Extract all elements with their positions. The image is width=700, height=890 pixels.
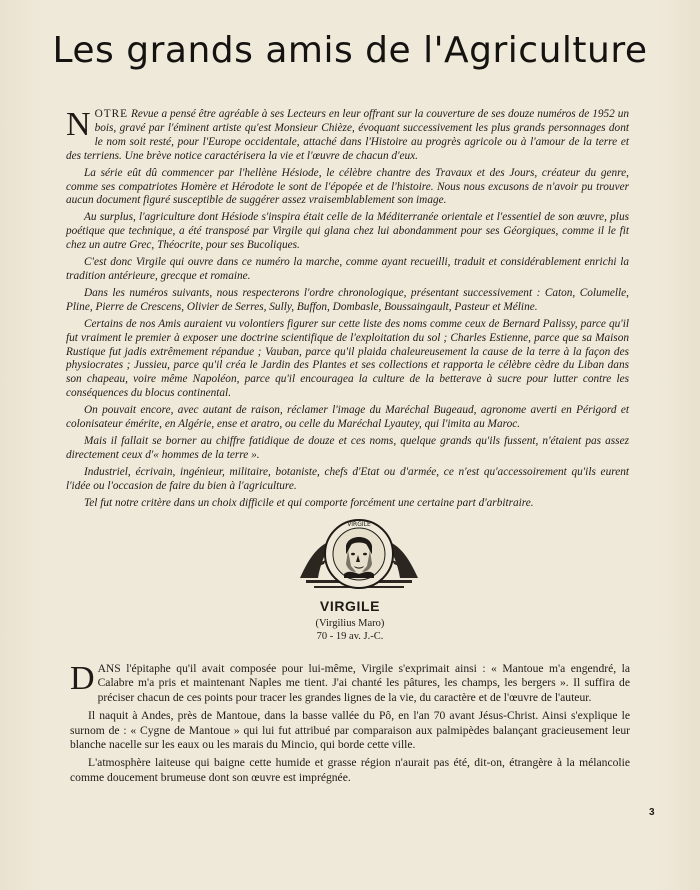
intro-paragraph: Certains de nos Amis auraient vu volontiers figurer sur cette liste des noms comme ceux de Bernard Palissy, parce qu'il fut vraiment le premier à exposer une doctrine scientifique de l'exploitation du sol ; Charles Estienne, parce que sa Maison Rustique fut jadis extrêmement répandue ; Vauban, parce qu'il plaida chaleureusement la cause de la terre à la façon des physiocrates ; Jussieu, parce qu'il créa le Jardin des Plantes et ses collections et rapporta le célèbre cèdre du Liban dans son chapeau, voire même Napoléon, parce qu'il encouragea la culture de la betterave à sucre pour lutter contre les conséquences du blocus continental. xyxy=(66,317,629,400)
portrait-ring-label: VIRGILE xyxy=(347,521,371,528)
lead-word: OTRE xyxy=(94,108,129,120)
intro-paragraph: Mais il fallait se borner au chiffre fatidique de douze et ces noms, quelque grands qu'ils fussent, n'étaient pas assez directement ceux d'« hommes de la terre ». xyxy=(66,434,629,461)
intro-paragraph: Tel fut notre critère dans un choix difficile et qui comporte forcément une certaine part d'arbitraire. xyxy=(84,496,534,509)
intro-text: Revue a pensé être agréable à ses Lecteurs en leur offrant sur la couverture de ses douze numéros de 1952 un bois, gravé par l'éminent artiste qu'est Monsieur Chièze, évoquant successivement les plus grands personnages dont le nom soit resté, pour l'Europe occidentale, attaché dans l'Histoire au progrès agricole ou à l'amour de la terre et des terriens. Une brève notice caractérisera la vie et l'œuvre de chacun d'eux. xyxy=(66,108,629,162)
intro-paragraph xyxy=(66,108,629,164)
page-title: Les grands amis de l'Agriculture xyxy=(52,30,648,71)
page-number: 3 xyxy=(649,807,655,818)
lead-word: ANS xyxy=(97,662,121,675)
virgil-portrait-engraving xyxy=(296,516,422,594)
biography-paragraph: Il naquit à Andes, près de Mantoue, dans la basse vallée du Pô, en l'an 70 avant Jésus-Christ. Ainsi s'explique le surnom de : « Cygne de Mantoue » qui lui fut attribué par comparaison aux palmipèdes balançant gracieusement leur blanche nacelle sur les eaux ou les marais du Mincio, qui borde cette ville. xyxy=(70,709,630,752)
intro-section xyxy=(66,108,629,513)
intro-paragraph: Dans les numéros suivants, nous respecterons l'ordre chronologique, présentant successivement : Caton, Columelle, Pline, Pierre de Crescens, Olivier de Serres, Sully, Buffon, Dombasle, Boussaingault, Pasteur et Méline. xyxy=(66,286,629,313)
biography-text: l'épitaphe qu'il avait composée pour lui-même, Virgile s'exprimait ainsi : « Mantoue m'a engendré, la Calabre m'a pris et maintenant Naples me tient. J'ai chanté les pâtures, les champs, les bergers ». Il suffira de préciser chacun de ces points pour tracer les grandes lignes de la vie, du caractère et de l'œuvre de l'auteur. xyxy=(97,662,630,704)
intro-paragraph: Au surplus, l'agriculture dont Hésiode s'inspira était celle de la Méditerranée orientale et l'essentiel de son œuvre, plus poétique que technique, a été transposé par Virgile qui glana chez lui abondamment pour ses Géorgiques, comme il le fit chez un autre Grec, Théocrite, pour ses Bucoliques. xyxy=(66,211,629,252)
drop-cap: N xyxy=(66,106,91,143)
biography-section xyxy=(70,662,630,789)
biography-paragraph: L'atmosphère laiteuse qui baigne cette humide et grasse région n'aurait pas été, dit-on, étrangère à la mélancolie comme doucement brumeuse dont son œuvre est imprégnée. xyxy=(70,756,630,784)
portrait-caption-name: VIRGILE xyxy=(319,598,381,614)
portrait-caption-dates: 70 - 19 av. J.-C. xyxy=(316,631,384,642)
intro-paragraph: On pouvait encore, avec autant de raison, réclamer l'image du Maréchal Bugeaud, agronome averti en Périgord et colonisateur émérite, en Algérie, ense et aratro, ou celle du Maréchal Lyautey, qui l'imita au Maroc. xyxy=(66,404,629,431)
portrait-caption-latin: (Virgilius Maro) xyxy=(315,618,385,629)
intro-paragraph: C'est donc Virgile qui ouvre dans ce numéro la marche, comme ayant recueilli, traduit et considérablement enrichi la tradition antérieure, grecque et romaine. xyxy=(66,256,629,282)
intro-paragraph: Industriel, écrivain, ingénieur, militaire, botaniste, chefs d'Etat ou d'armée, ce n'est qu'accessoirement qu'ils eurent l'idée ou l'occasion de faire du bien à l'agriculture. xyxy=(66,465,629,492)
biography-paragraph xyxy=(70,662,630,705)
intro-paragraph: La série eût dû commencer par l'hellène Hésiode, le célèbre chantre des Travaux et des Jours, créateur du genre, comme ses compatriotes Homère et Hérodote le sont de l'épopée et de l'histoire. Nous nous excusons de n'avoir pu trouver aucun document figuré susceptible de suggérer assez vraisemblablement son image. xyxy=(66,166,629,207)
drop-cap: D xyxy=(70,660,95,697)
